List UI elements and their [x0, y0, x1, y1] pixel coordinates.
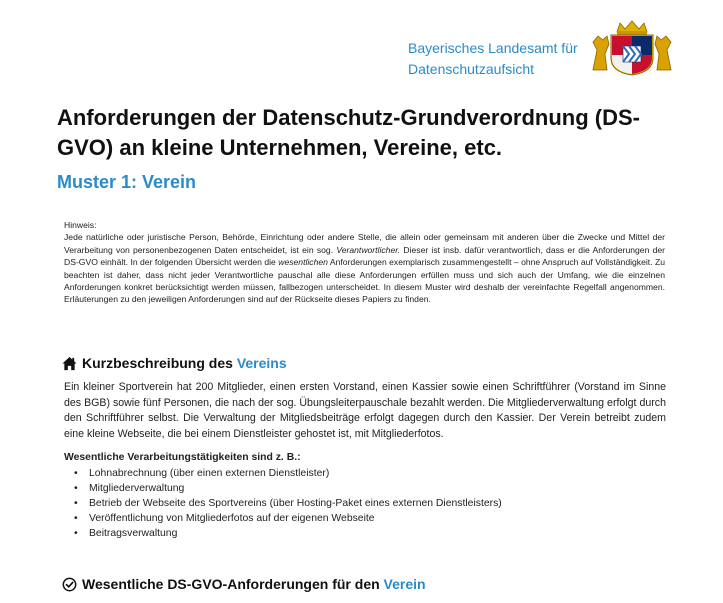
list-item: • Veröffentlichung von Mitgliederfotos auf der eigenen Webseite	[74, 511, 502, 526]
hint-text-part3: Anforderungen exemplarisch zusammengestellt – ohne Anspruch auf Vollständigkeit. Zu beachten ist daher, dass nicht jeder Verantwortliche pauschal alle diese Anforderungen erfüllen muss und sich auch der Umfang, wie die einzelnen Anforderungen konkret berücksichtigt werden müssen, fallbezogen unterscheidet. In diesem Muster wird deshalb der vereinfachte Regelfall angenommen. Erläuterungen zu den jeweiligen Anforderungen sind auf der Rückseite dieses Papiers zu finden.	[64, 257, 665, 305]
section1-heading-text: Kurzbeschreibung des	[82, 355, 237, 371]
page-title: Anforderungen der Datenschutz-Grundverordnung (DS-GVO) an kleine Unternehmen, Vereine, etc.	[57, 105, 640, 160]
check-circle-icon	[62, 577, 77, 592]
hint-text-italic1: Verantwortlicher.	[336, 244, 401, 255]
hint-text	[64, 231, 665, 305]
agency-name-line2: Datenschutzaufsicht	[408, 61, 535, 77]
list-item: • Beitragsverwaltung	[74, 526, 502, 541]
hint-text-part1: Jede natürliche oder juristische Person, Behörde, Einrichtung oder andere Stelle, die allein oder gemeinsam mit anderen über die Zwecke und Mittel der Verarbeitung von personenbezogenen Daten entscheidet, ist ein sog.	[64, 232, 665, 255]
section2-heading-text: Wesentliche DS-GVO-Anforderungen für den	[82, 576, 384, 592]
hint-label: Hinweis:	[64, 220, 97, 230]
agency-name	[408, 38, 584, 80]
section-heading-requirements	[62, 576, 426, 592]
hint-box	[64, 219, 665, 306]
list-item: • Betrieb der Webseite des Sportvereins (über Hosting-Paket eines externen Dienstleisters)	[74, 496, 502, 511]
section2-heading-highlight: Verein	[383, 576, 426, 592]
agency-name-line1: Bayerisches Landesamt für	[408, 40, 578, 56]
bavarian-coat-of-arms-icon	[589, 20, 675, 76]
list-item: • Lohnabrechnung (über einen externen Dienstleister)	[74, 466, 502, 481]
section-heading-description	[62, 355, 287, 371]
club-description: Ein kleiner Sportverein hat 200 Mitglieder, einen ersten Vorstand, einen Kassier sowie einen Schriftführer (Vorstand im Sinne des BGB) sowie fünf Personen, die nach der sog. Übungsleiterpauschale bezahlt werden. Die Mitgliederverwaltung erfolgt durch den Schriftführer selbst. Die Verwaltung der Mitgliedsbeiträge erfolgt dagegen durch den Kassier. Der Verein betreibt zudem eine kleine Webseite, die bei einem Dienstleister gehostet ist, mit Mitgliederfotos.	[64, 381, 666, 440]
section1-heading-highlight: Vereins	[236, 355, 287, 371]
home-icon	[62, 356, 77, 371]
page-subtitle: Muster 1: Verein	[57, 172, 197, 192]
hint-text-italic2: wesentlichen	[278, 257, 328, 268]
activities-list	[74, 466, 502, 541]
list-item: • Mitgliederverwaltung	[74, 481, 502, 496]
activities-title: Wesentliche Verarbeitungstätigkeiten sind z. B.:	[64, 452, 301, 463]
hint-text-part2: Dieser ist insb. dafür verantwortlich, dass er die Anforderungen der DS-GVO einhält. In der folgenden Übersicht werden die	[64, 244, 666, 268]
